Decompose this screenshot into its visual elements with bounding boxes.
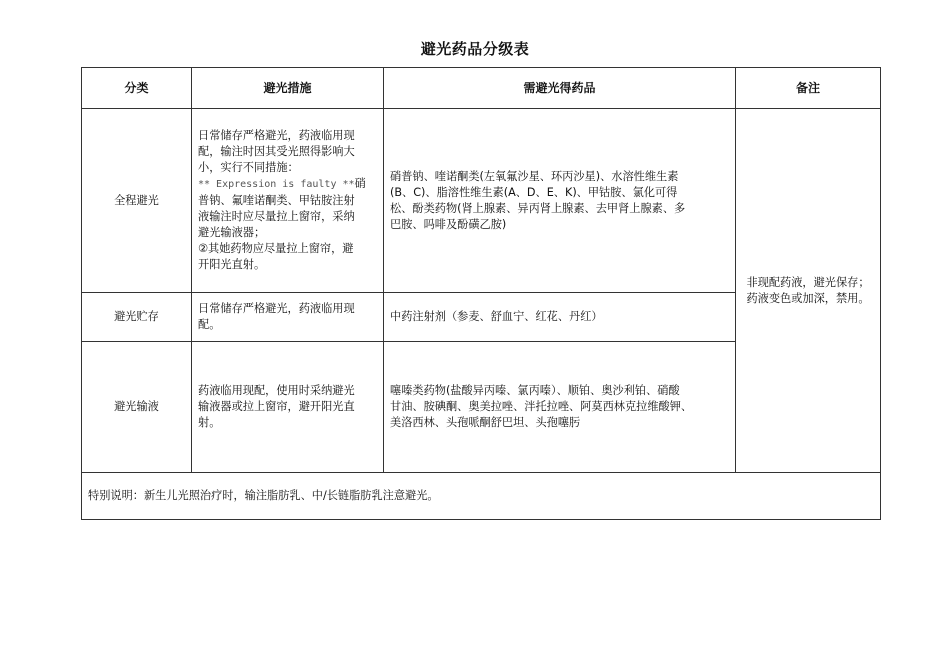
- measure-line: ②其她药物应尽量拉上窗帘，避: [198, 242, 354, 255]
- measures-cell: [192, 293, 384, 342]
- measure-line: 配。: [198, 318, 221, 331]
- remarks-cell: [736, 109, 881, 473]
- measure-line: 日常储存严格避光，药液临用现: [198, 129, 355, 142]
- measure-line: 避光输液器；: [198, 226, 266, 239]
- measure-line: 配，输注时因其受光照得影响大: [198, 145, 355, 158]
- remark-line: 非现配药液，避光保存；: [746, 275, 870, 289]
- measure-line: 药液临用现配，使用时采纳避光: [198, 384, 355, 397]
- document-title: 避光药品分级表: [420, 40, 530, 58]
- table-header-row: [82, 68, 881, 109]
- drug-line: 硝普钠、喹诺酮类(左氧氟沙星、环丙沙星)、水溶性维生素: [390, 169, 679, 183]
- measure-line: 日常储存严格避光，药液临用现: [198, 302, 355, 315]
- measure-line: 普钠、氟喹诺酮类、甲钴胺注射: [198, 194, 355, 207]
- header-category: 分类: [82, 68, 192, 109]
- measure-line: 小，实行不同措施：: [198, 161, 299, 174]
- special-note: 特别说明：新生儿光照治疗时，输注脂肪乳、中/长链脂肪乳注意避光。: [82, 473, 881, 520]
- header-measures: 避光措施: [192, 68, 384, 109]
- measure-line: 射。: [198, 416, 221, 429]
- drug-line: 甘油、胺碘酮、奥美拉唑、泮托拉唑、阿莫西林克拉维酸钾、: [390, 400, 693, 413]
- drug-grading-table: [81, 67, 881, 520]
- footer-row: [82, 473, 881, 520]
- category-cell: 全程避光: [82, 109, 192, 293]
- measures-cell: [192, 109, 384, 293]
- drugs-cell: [384, 293, 736, 342]
- header-drugs: 需避光得药品: [384, 68, 736, 109]
- drug-line: 美洛西林、头孢哌酮舒巴坦、头孢噻肟: [390, 416, 581, 429]
- table-row: [82, 109, 881, 293]
- measure-line: 输液器或拉上窗帘，避开阳光直: [198, 400, 355, 413]
- measure-line: 液输注时应尽量拉上窗帘，采纳: [198, 210, 355, 223]
- measure-line-mixed: [198, 176, 377, 193]
- drug-line: 松、酚类药物(肾上腺素、异丙肾上腺素、去甲肾上腺素、多: [390, 201, 686, 215]
- category-cell: 避光贮存: [82, 293, 192, 342]
- measure-line: 开阳光直射。: [198, 258, 266, 271]
- drugs-cell: [384, 109, 736, 293]
- drug-line: 巴胺、吗啡及酚磺乙胺): [390, 217, 507, 231]
- drugs-cell: [384, 342, 736, 473]
- expression-error-text: ** Expression is faulty **: [198, 179, 355, 190]
- measures-cell: [192, 342, 384, 473]
- drug-line: 中药注射剂（参麦、舒血宁、红花、丹红）: [390, 310, 603, 323]
- measure-fragment: 硝: [354, 177, 366, 190]
- category-cell: 避光输液: [82, 342, 192, 473]
- drug-line: 噻嗪类药物(盐酸异丙嗪、氯丙嗪）、顺铂、奥沙利铂、硝酸: [390, 384, 680, 397]
- drug-line: (B、C)、脂溶性维生素(A、D、E、K)、甲钴胺、氯化可得: [390, 185, 678, 199]
- header-remarks: 备注: [736, 68, 881, 109]
- remark-line: 药液变色或加深，禁用。: [746, 291, 870, 305]
